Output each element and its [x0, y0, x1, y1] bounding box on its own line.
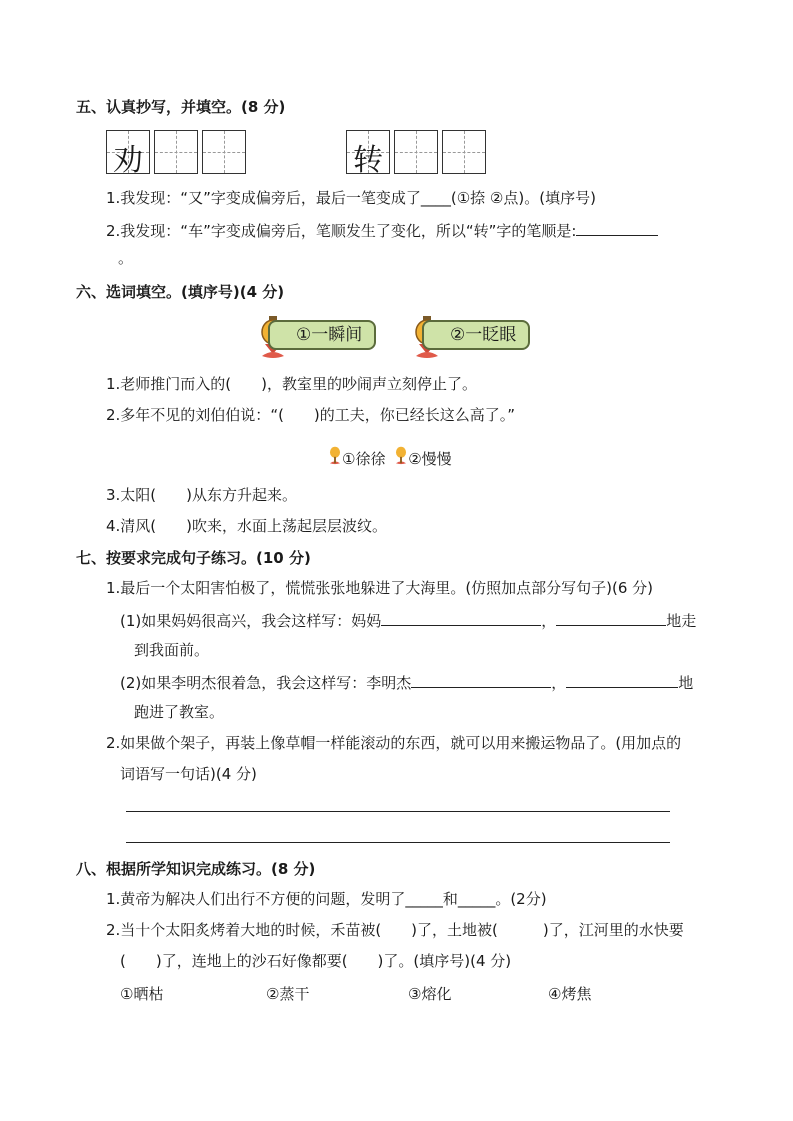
question-text: (1)如果妈妈很高兴，我会这样写：妈妈 [120, 612, 382, 630]
answer-blank[interactable] [576, 219, 658, 236]
lantern-icon [394, 444, 408, 466]
writing-box[interactable] [154, 130, 198, 174]
section5-title: 五、认真抄写，并填空。(8 分) [76, 98, 286, 116]
word-option-1: ①一瞬间 [268, 320, 376, 350]
word-option-4: ②慢慢 [408, 450, 452, 468]
choice-4: ④烤焦 [548, 985, 592, 1003]
answer-blank[interactable] [381, 609, 541, 626]
lantern-icon [328, 444, 342, 466]
model-char-2: 转 [353, 143, 383, 178]
answer-blank[interactable] [566, 671, 678, 688]
answer-blank[interactable] [556, 609, 666, 626]
section8-question-1: 1.黄帝为解决人们出行不方便的问题，发明了_____和_____。(2分) [106, 890, 547, 908]
model-char-1: 劝 [113, 143, 143, 178]
comma: ， [551, 674, 567, 692]
section8-question-2: 2.当十个太阳炙烤着大地的时候，禾苗被( )了，土地被( )了，江河里的水快要 [106, 921, 684, 939]
question-text: 地走 [666, 612, 697, 630]
answer-line[interactable] [126, 811, 670, 812]
section5-question-1: 1.我发现：“又”字变成偏旁后，最后一笔变成了____(①捺 ②点)。(填序号) [106, 189, 596, 207]
section6-question-1: 1.老师推门而入的( )，教室里的吵闹声立刻停止了。 [106, 375, 478, 393]
section6-question-4: 4.清风( )吹来，水面上荡起层层波纹。 [106, 517, 388, 535]
choice-2: ②蒸干 [266, 985, 310, 1003]
subquestion-continuation: 跑进了教室。 [134, 703, 225, 721]
section7-subquestion-2 [120, 671, 693, 693]
comma: ， [541, 612, 557, 630]
writing-box[interactable] [202, 130, 246, 174]
section5-question-2 [106, 219, 658, 241]
subquestion-continuation: 到我面前。 [134, 641, 210, 659]
question-end-mark: 。 [118, 249, 134, 267]
word-option-2: ②一眨眼 [422, 320, 530, 350]
question-text: (2)如果李明杰很着急，我会这样写：李明杰 [120, 674, 412, 692]
writing-box[interactable] [394, 130, 438, 174]
answer-line[interactable] [126, 842, 670, 843]
question-continuation: ( )了，连地上的沙石好像都要( )了。(填序号)(4 分) [120, 952, 512, 970]
section6-question-2: 2.多年不见的刘伯伯说：“( )的工夫，你已经长这么高了。” [106, 406, 516, 424]
question-continuation: 词语写一句话)(4 分) [120, 765, 257, 783]
writing-box-model-2 [346, 130, 390, 178]
section6-title: 六、选词填空。(填序号)(4 分) [76, 283, 285, 301]
section7-question-1: 1.最后一个太阳害怕极了，慌慌张张地躲进了大海里。(仿照加点部分写句子)(6 分) [106, 579, 654, 597]
section7-title: 七、按要求完成句子练习。(10 分) [76, 549, 311, 567]
question-text: 2.我发现：“车”字变成偏旁后，笔顺发生了变化，所以“转”字的笔顺是: [106, 222, 577, 240]
section7-subquestion-1 [120, 609, 696, 631]
section6-question-3: 3.太阳( )从东方升起来。 [106, 486, 298, 504]
writing-box-model-1 [106, 130, 150, 178]
question-text: 地 [678, 674, 694, 692]
choice-3: ③熔化 [408, 985, 452, 1003]
word-options-row-2 [328, 444, 452, 469]
section7-question-2: 2.如果做个架子，再装上像草帽一样能滚动的东西，就可以用来搬运物品了。(用加点的 [106, 734, 682, 752]
writing-box[interactable] [442, 130, 486, 174]
answer-blank[interactable] [411, 671, 551, 688]
choice-1: ①晒枯 [120, 985, 164, 1003]
section8-title: 八、根据所学知识完成练习。(8 分) [76, 860, 316, 878]
word-option-3: ①徐徐 [342, 450, 386, 468]
